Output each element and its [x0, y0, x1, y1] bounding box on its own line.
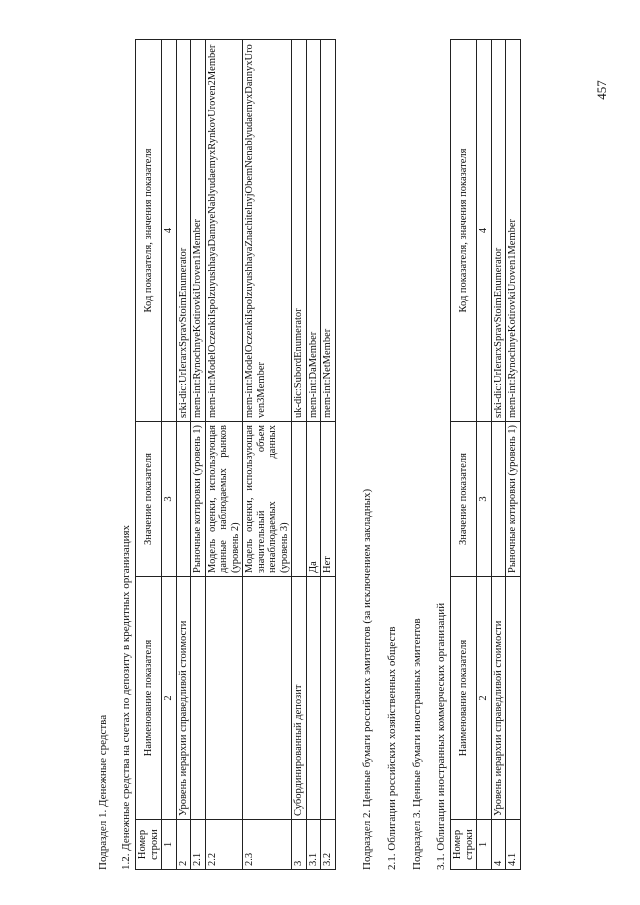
header-cell: Номер строки — [451, 820, 477, 870]
item-2-1-heading: 2.1. Облигации российских хозяйственных обществ — [386, 626, 398, 870]
indicator-name — [321, 577, 336, 820]
header-cell: Наименование показателя — [136, 577, 162, 820]
table-header-row — [451, 40, 477, 870]
subsection-1-heading: Подраздел 1. Денежные средства — [97, 714, 109, 870]
row-number: 2.3 — [243, 820, 292, 870]
table-row — [176, 40, 191, 870]
table-row — [191, 40, 206, 870]
indicator-value: Рыночные котировки (уровень 1) — [191, 422, 206, 577]
indicator-code: mem-int:ModelOczenkiIspolzuyushhayaDannyeNablyudaemyxRynkovUroven2Member — [205, 40, 243, 422]
column-number: 3 — [162, 422, 177, 577]
indicator-value: Модель оценки, использующая данные наблюдаемых рынков (уровень 2) — [205, 422, 243, 577]
indicator-name: Уровень иерархии справедливой стоимости — [491, 577, 506, 820]
table-row — [306, 40, 321, 870]
table-header-row — [136, 40, 162, 870]
table-row — [506, 40, 521, 870]
column-number: 4 — [477, 40, 492, 422]
column-number: 3 — [477, 422, 492, 577]
indicator-name — [243, 577, 292, 820]
row-number: 4.1 — [506, 820, 521, 870]
indicator-code: mem-int:ModelOczenkiIspolzuyushhayaZnachitelnyjObemNenablyudaemyxDannyxUroven3Member — [243, 40, 292, 422]
indicator-value: Модель оценки, использующая значительный объем ненаблюдаемых данных (уровень 3) — [243, 422, 292, 577]
table-2 — [450, 39, 521, 870]
indicator-value: Нет — [321, 422, 336, 577]
table-row — [243, 40, 292, 870]
indicator-name: Субординированный депозит — [292, 577, 307, 820]
indicator-code: srki-dic:UrIerarxSpravStoimEnumerator — [176, 40, 191, 422]
indicator-code: mem-int:RynochnyeKotirovkiUroven1Member — [191, 40, 206, 422]
indicator-name: Уровень иерархии справедливой стоимости — [176, 577, 191, 820]
table-row — [321, 40, 336, 870]
table-row — [292, 40, 307, 870]
indicator-code: srki-dic:UrIerarxSpravStoimEnumerator — [491, 40, 506, 422]
rotated-page-content — [95, 30, 575, 870]
column-number: 4 — [162, 40, 177, 422]
table-row — [491, 40, 506, 870]
row-number: 3.2 — [321, 820, 336, 870]
indicator-value — [292, 422, 307, 577]
column-number: 2 — [477, 577, 492, 820]
row-number: 2.2 — [205, 820, 243, 870]
header-cell: Значение показателя — [451, 422, 477, 577]
indicator-name — [506, 577, 521, 820]
indicator-name — [205, 577, 243, 820]
column-number-row — [477, 40, 492, 870]
row-number: 4 — [491, 820, 506, 870]
header-cell: Код показателя, значения показателя — [136, 40, 162, 422]
indicator-value: Рыночные котировки (уровень 1) — [506, 422, 521, 577]
indicator-code: mem-int:NetMember — [321, 40, 336, 422]
page-number: 457 — [593, 80, 609, 100]
header-cell: Наименование показателя — [451, 577, 477, 820]
column-number: 2 — [162, 577, 177, 820]
indicator-code: mem-int:RynochnyeKotirovkiUroven1Member — [506, 40, 521, 422]
row-number: 2.1 — [191, 820, 206, 870]
subsection-3-heading: Подраздел 3. Ценные бумаги иностранных эмитентов — [411, 618, 423, 870]
indicator-name — [306, 577, 321, 820]
header-cell: Номер строки — [136, 820, 162, 870]
row-number: 3 — [292, 820, 307, 870]
column-number: 1 — [162, 820, 177, 870]
row-number: 3.1 — [306, 820, 321, 870]
indicator-value — [491, 422, 506, 577]
row-number: 2 — [176, 820, 191, 870]
indicator-code: mem-int:DaMember — [306, 40, 321, 422]
indicator-value: Да — [306, 422, 321, 577]
indicator-name — [191, 577, 206, 820]
table-1 — [135, 39, 336, 870]
indicator-code: uk-dic:SubordEnumerator — [292, 40, 307, 422]
table-row — [205, 40, 243, 870]
column-number-row — [162, 40, 177, 870]
column-number: 1 — [477, 820, 492, 870]
indicator-value — [176, 422, 191, 577]
subsection-2-heading: Подраздел 2. Ценные бумаги российских эмитентов (за исключением закладных) — [361, 488, 373, 870]
header-cell: Значение показателя — [136, 422, 162, 577]
header-cell: Код показателя, значения показателя — [451, 40, 477, 422]
item-1-2-heading: 1.2. Денежные средства на счетах по депозиту в кредитных организациях — [120, 524, 132, 870]
item-3-1-heading: 3.1. Облигации иностранных коммерческих организаций — [435, 602, 447, 870]
